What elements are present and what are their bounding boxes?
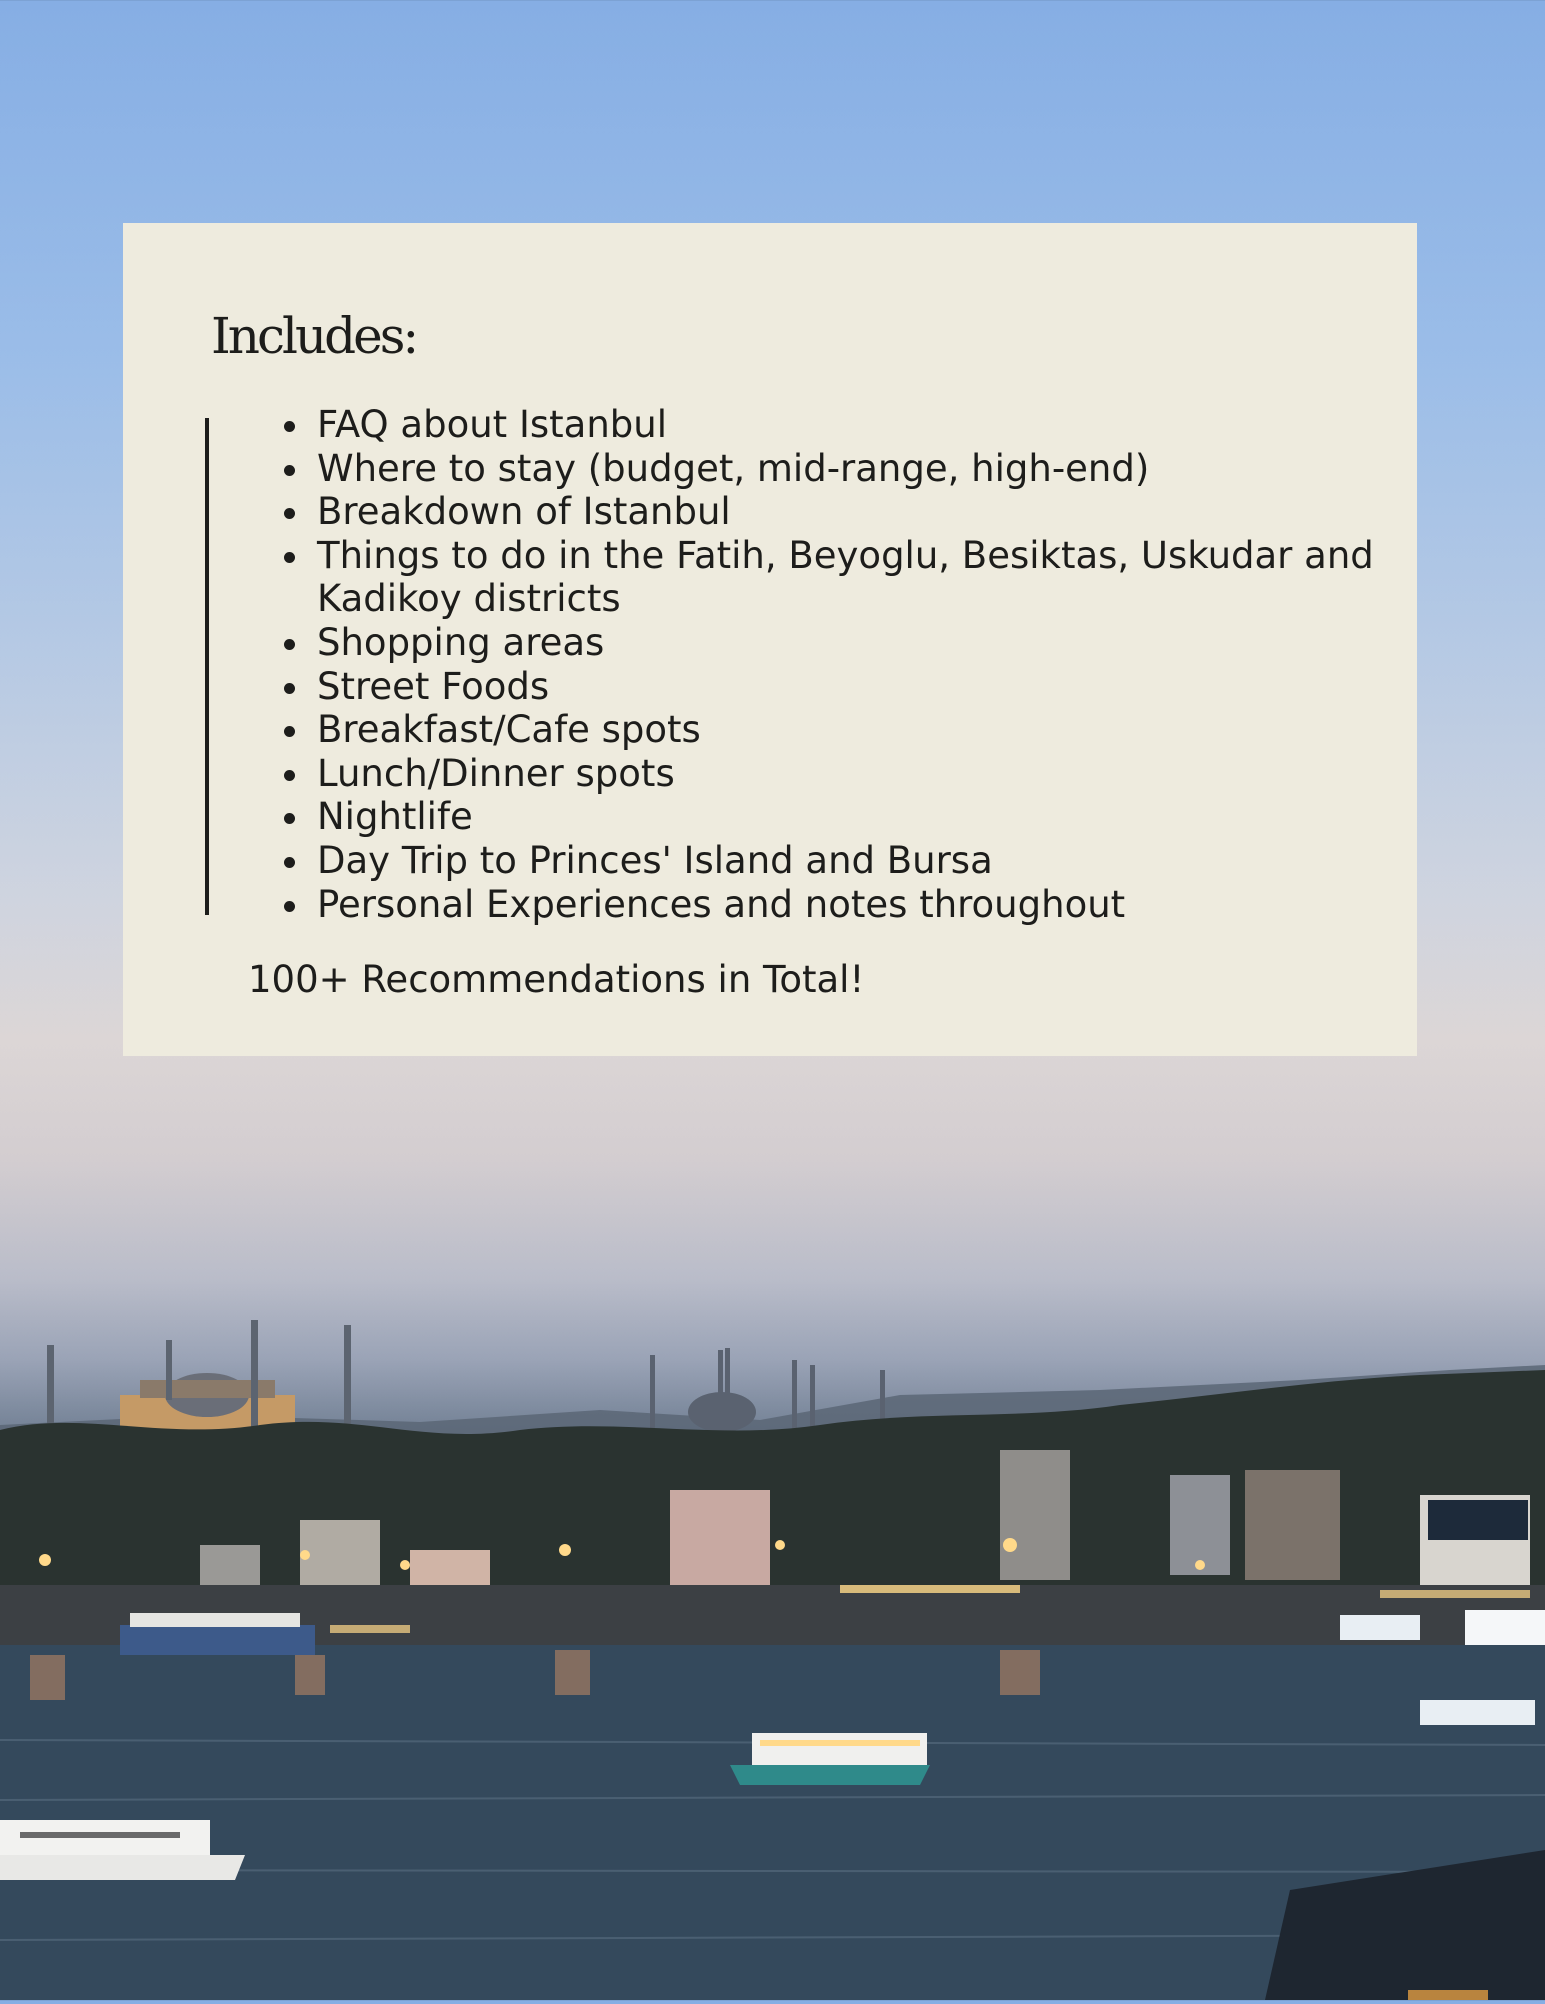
list-item: • Shopping areas — [313, 621, 1383, 665]
list-item: • FAQ about Istanbul — [313, 403, 1383, 447]
card-title: Includes: — [211, 307, 417, 365]
list-item: • Where to stay (budget, mid-range, high-end) — [313, 447, 1383, 491]
list-item: • Day Trip to Princes' Island and Bursa — [313, 839, 1383, 883]
list-item: • Breakfast/Cafe spots — [313, 708, 1383, 752]
list-item: • Personal Experiences and notes throughout — [313, 883, 1383, 927]
includes-list — [313, 403, 1383, 926]
list-item: • Breakdown of Istanbul — [313, 490, 1383, 534]
list-item: • Things to do in the Fatih, Beyoglu, Besiktas, Uskudar and Kadikoy districts — [313, 534, 1383, 621]
ferry-left-moored — [120, 1613, 315, 1655]
list-item: • Lunch/Dinner spots — [313, 752, 1383, 796]
recommendations-total: 100+ Recommendations in Total! — [248, 958, 865, 1001]
lit-window — [1408, 1990, 1488, 2000]
ferry-bottom-left — [0, 1820, 245, 1880]
ferry-center — [730, 1733, 930, 1785]
list-item: • Nightlife — [313, 795, 1383, 839]
includes-card — [123, 223, 1417, 1056]
list-item: • Street Foods — [313, 665, 1383, 709]
vertical-rule — [205, 418, 209, 915]
